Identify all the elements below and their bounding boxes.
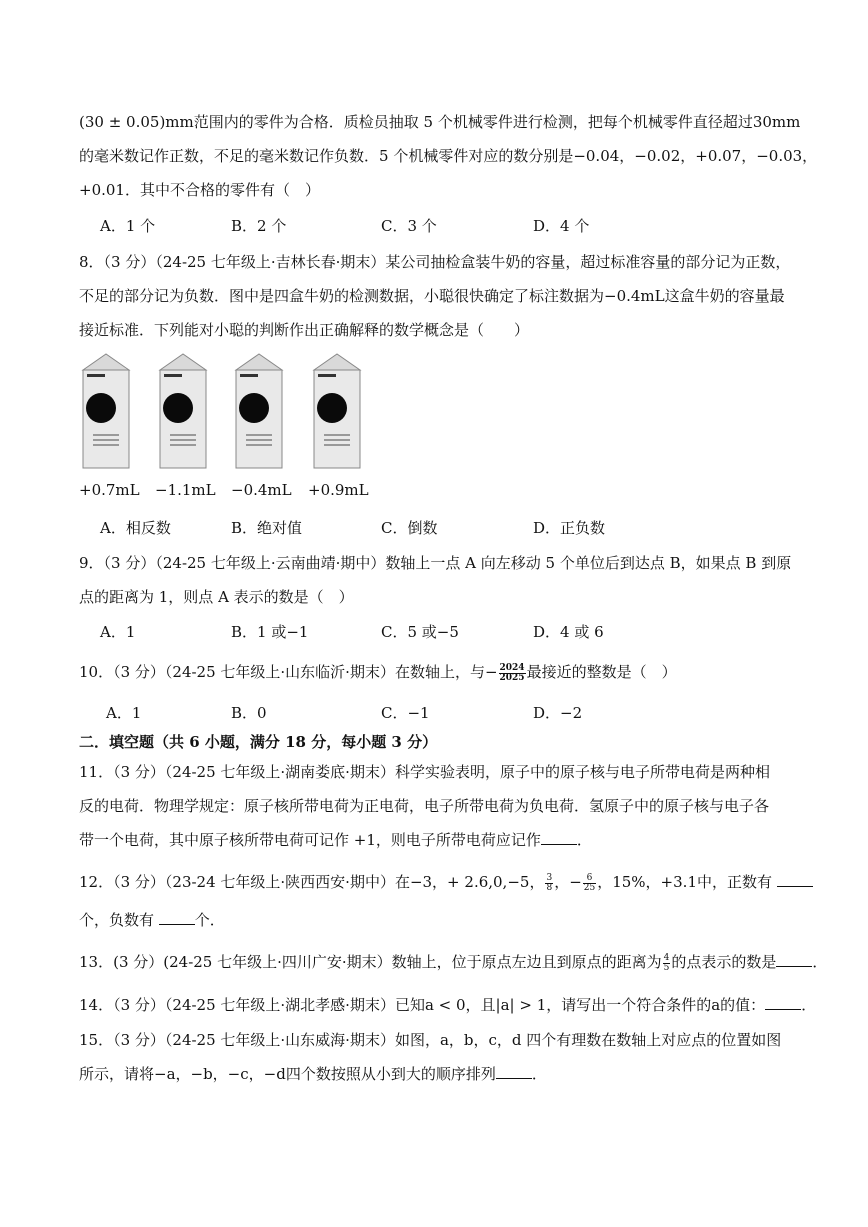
q12-text-mid: ，− <box>554 873 582 891</box>
fraction-denominator: 2025 <box>499 672 525 683</box>
q15-end: ． <box>531 1065 547 1083</box>
q12-text-b: 个． <box>194 911 225 929</box>
answer-blank <box>159 910 195 925</box>
q10-option-b: B．0 <box>231 704 267 722</box>
answer-blank <box>541 830 577 845</box>
q11-line-2: 反的电荷．物理学规定：原子核所带电荷为正电荷，电子所带电荷为负电荷．氢原子中的原子核与电子各 <box>79 797 770 815</box>
milk-carton-image <box>232 352 286 470</box>
q13-text-pre: 13．(3 分）(24-25 七年级上·四川广安·期末）数轴上，位于原点左边且到原点的距离为 <box>79 953 662 971</box>
fraction-numerator: 3 <box>546 872 553 883</box>
q8-option-d: D．正负数 <box>533 519 606 537</box>
q15-line-1: 15．（3 分）（24-25 七年级上·山东威海·期末）如图，a，b，c，d 四个有理数在数轴上对应点的位置如图 <box>79 1031 782 1049</box>
q9-option-d: D．4 或 6 <box>533 623 604 641</box>
q9-option-c: C．5 或−5 <box>381 623 459 641</box>
q11-text: 带一个电荷，其中原子核所带电荷可记作 +1，则电子所带电荷应记作 <box>79 831 541 849</box>
q14-line <box>79 995 816 1015</box>
fraction-numerator: 2024 <box>499 662 525 673</box>
q10-line <box>79 662 677 683</box>
q9-option-b: B．1 或−1 <box>231 623 309 641</box>
q10-text-pre: 10．（3 分）（24-25 七年级上·山东临沂·期末）在数轴上，与− <box>79 663 498 681</box>
q7-option-b: B．2 个 <box>231 217 287 235</box>
q13-end: ． <box>812 953 828 971</box>
answer-blank <box>777 872 813 887</box>
fraction-numerator: 4 <box>663 952 670 963</box>
q8-option-c: C．倒数 <box>381 519 438 537</box>
q14-end: ． <box>801 996 817 1014</box>
q10-fraction <box>499 664 526 683</box>
fraction-denominator: 8 <box>546 882 553 893</box>
milk-carton-image <box>310 352 364 470</box>
q12-line-1 <box>79 872 813 893</box>
q8-line-3: 接近标准．下列能对小聪的判断作出正确解释的数学概念是（ ） <box>79 321 530 339</box>
q13-text-post: 的点表示的数是 <box>671 953 777 971</box>
q11-end: ． <box>576 831 592 849</box>
q9-line-1: 9．（3 分）（24-25 七年级上·云南曲靖·期中）数轴上一点 A 向左移动 5 个单位后到达点 B，如果点 B 到原 <box>79 554 792 572</box>
answer-blank <box>776 952 812 967</box>
q14-text: 14．（3 分）（24-25 七年级上·湖北孝感·期末）已知a < 0，且|a| > 1，请写出一个符合条件的a的值： <box>79 996 766 1014</box>
q12-fraction-1 <box>545 874 553 893</box>
section-2-title: 二．填空题（共 6 小题，满分 18 分，每小题 3 分） <box>79 733 438 751</box>
q10-text-post: 最接近的整数是（ ） <box>526 663 677 681</box>
q8-line-1: 8．（3 分）（24-25 七年级上·吉林长春·期末）某公司抽检盒装牛奶的容量，超过标准容量的部分记为正数， <box>79 253 791 271</box>
fraction-denominator: 25 <box>583 882 596 893</box>
q11-line-1: 11．（3 分）（24-25 七年级上·湖南娄底·期末）科学实验表明，原子中的原子核与电子所带电荷是两种相 <box>79 763 770 781</box>
q12-line-2 <box>79 910 225 930</box>
q10-option-d: D．−2 <box>533 704 583 722</box>
q10-option-a: A．1 <box>106 704 142 722</box>
milk-carton-image <box>156 352 210 470</box>
q7-line-3: +0.01．其中不合格的零件有（ ） <box>79 181 320 199</box>
q12-fraction-2 <box>583 874 596 893</box>
q13-line <box>79 952 827 973</box>
q10-option-c: C．−1 <box>381 704 430 722</box>
q7-option-a: A．1 个 <box>100 217 156 235</box>
answer-blank <box>765 995 801 1010</box>
q7-option-c: C．3 个 <box>381 217 437 235</box>
carton-label: −1.1mL <box>155 481 216 499</box>
milk-carton-image <box>79 352 133 470</box>
carton-label: +0.7mL <box>79 481 140 499</box>
q7-option-d: D．4 个 <box>533 217 590 235</box>
q12-text-pre: 12．（3 分）（23-24 七年级上·陕西西安·期中）在−3，+ 2.6,0,−5， <box>79 873 545 891</box>
q9-option-a: A．1 <box>100 623 136 641</box>
q9-line-2: 点的距离为 1，则点 A 表示的数是（ ） <box>79 588 354 606</box>
answer-blank <box>496 1064 532 1079</box>
q7-line-2: 的毫米数记作正数，不足的毫米数记作负数．5 个机械零件对应的数分别是−0.04，−0.02，+0.07，−0.03， <box>79 147 818 165</box>
q11-line-3 <box>79 830 592 850</box>
q15-line-2 <box>79 1064 547 1084</box>
carton-label: −0.4mL <box>231 481 292 499</box>
q8-option-b: B．绝对值 <box>231 519 303 537</box>
q7-line-1: (30 ± 0.05)mm范围内的零件为合格．质检员抽取 5 个机械零件进行检测，把每个机械零件直径超过30mm <box>79 113 801 131</box>
fraction-denominator: 5 <box>663 962 670 973</box>
q15-text: 所示，请将−a，−b，−c，−d四个数按照从小到大的顺序排列 <box>79 1065 496 1083</box>
q12-text-post: ，15%，+3.1中，正数有 <box>597 873 772 891</box>
q13-fraction <box>663 954 671 973</box>
carton-label: +0.9mL <box>308 481 369 499</box>
q12-text-a: 个，负数有 <box>79 911 155 929</box>
fraction-numerator: 6 <box>583 874 596 884</box>
q8-line-2: 不足的部分记为负数．图中是四盒牛奶的检测数据，小聪很快确定了标注数据为−0.4mL这盒牛奶的容量最 <box>79 287 785 305</box>
q8-option-a: A．相反数 <box>100 519 171 537</box>
